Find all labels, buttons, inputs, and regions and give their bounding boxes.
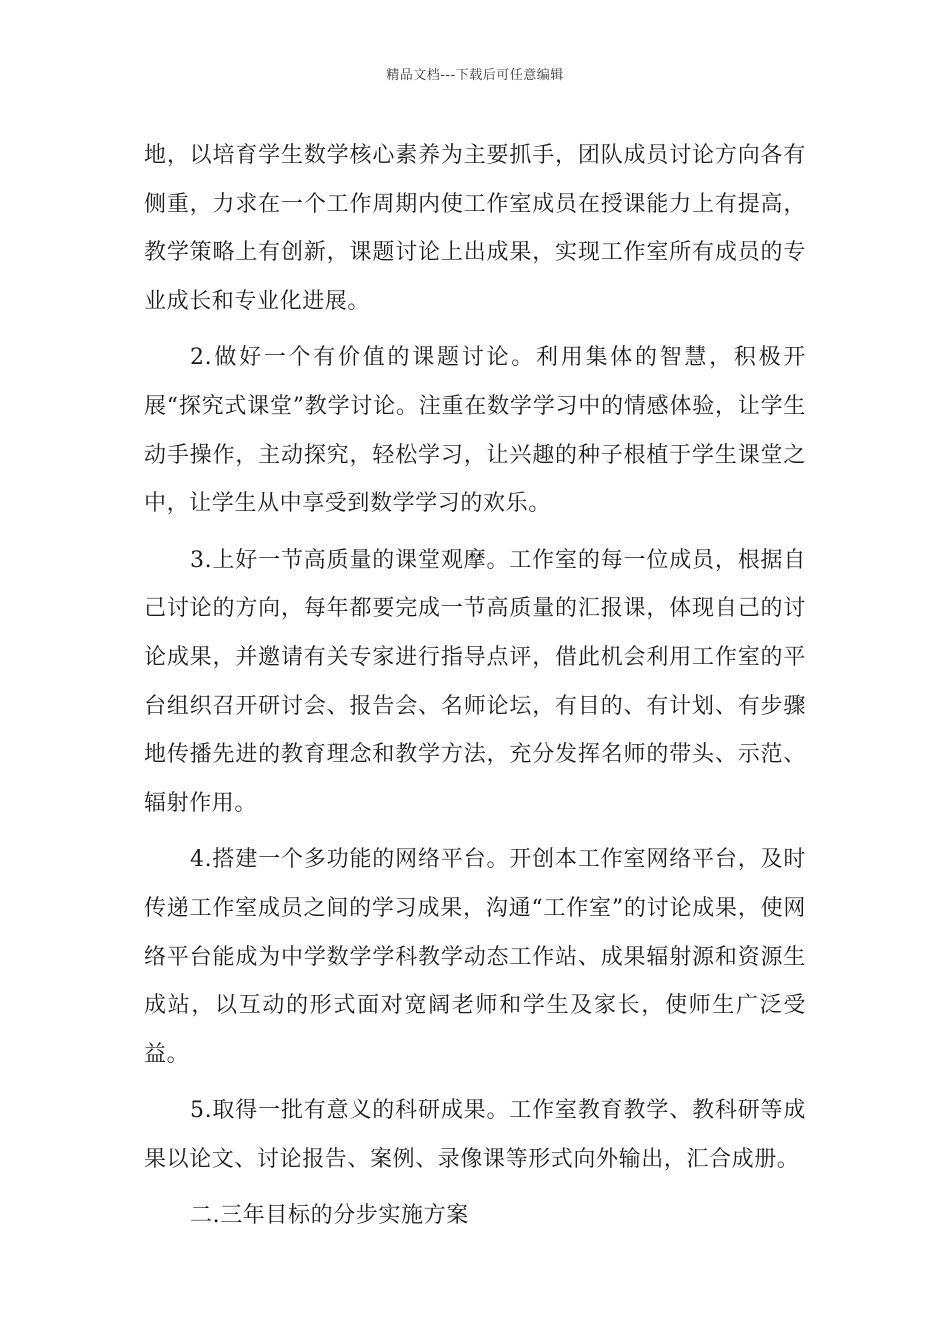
document-body	[144, 132, 806, 1241]
paragraph-item-2: 2.做好一个有价值的课题讨论。利用集体的智慧，积极开展“探究式课堂”教学讨论。注重在数学学习中的情感体验，让学生动手操作，主动探究，轻松学习，让兴趣的种子根植于学生课堂之中，让学生从中享受到数学学习的欢乐。	[144, 345, 806, 517]
page-header: 精品文档---下载后可任意编辑	[386, 68, 564, 83]
section-heading: 二.三年目标的分步实施方案	[190, 1203, 469, 1229]
paragraph-item-4: 4.搭建一个多功能的网络平台。开创本工作室网络平台，及时传递工作室成员之间的学习成果，沟通“工作室”的讨论成果，使网络平台能成为中学数学学科教学动态工作站、成果辐射源和资源生成站，以互动的形式面对宽阔老师和学生及家长，使师生广泛受益。	[144, 847, 806, 1067]
paragraph-item-5: 5.取得一批有意义的科研成果。工作室教育教学、教科研等成果以论文、讨论报告、案例、录像课等形式向外输出，汇合成册。	[144, 1098, 806, 1172]
paragraph-continuation: 地，以培育学生数学核心素养为主要抓手，团队成员讨论方向各有侧重，力求在一个工作周期内使工作室成员在授课能力上有提高，教学策略上有创新，课题讨论上出成果，实现工作室所有成员的专业成长和专业化进展。	[144, 143, 806, 314]
paragraph-item-3: 3.上好一节高质量的课堂观摩。工作室的每一位成员，根据自己讨论的方向，每年都要完成一节高质量的汇报课，体现自己的讨论成果，并邀请有关专家进行指导点评，借此机会利用工作室的平台组织召开研讨会、报告会、名师论坛，有目的、有计划、有步骤地传播先进的教育理念和教学方法，充分发挥名师的带头、示范、辐射作用。	[144, 547, 806, 816]
